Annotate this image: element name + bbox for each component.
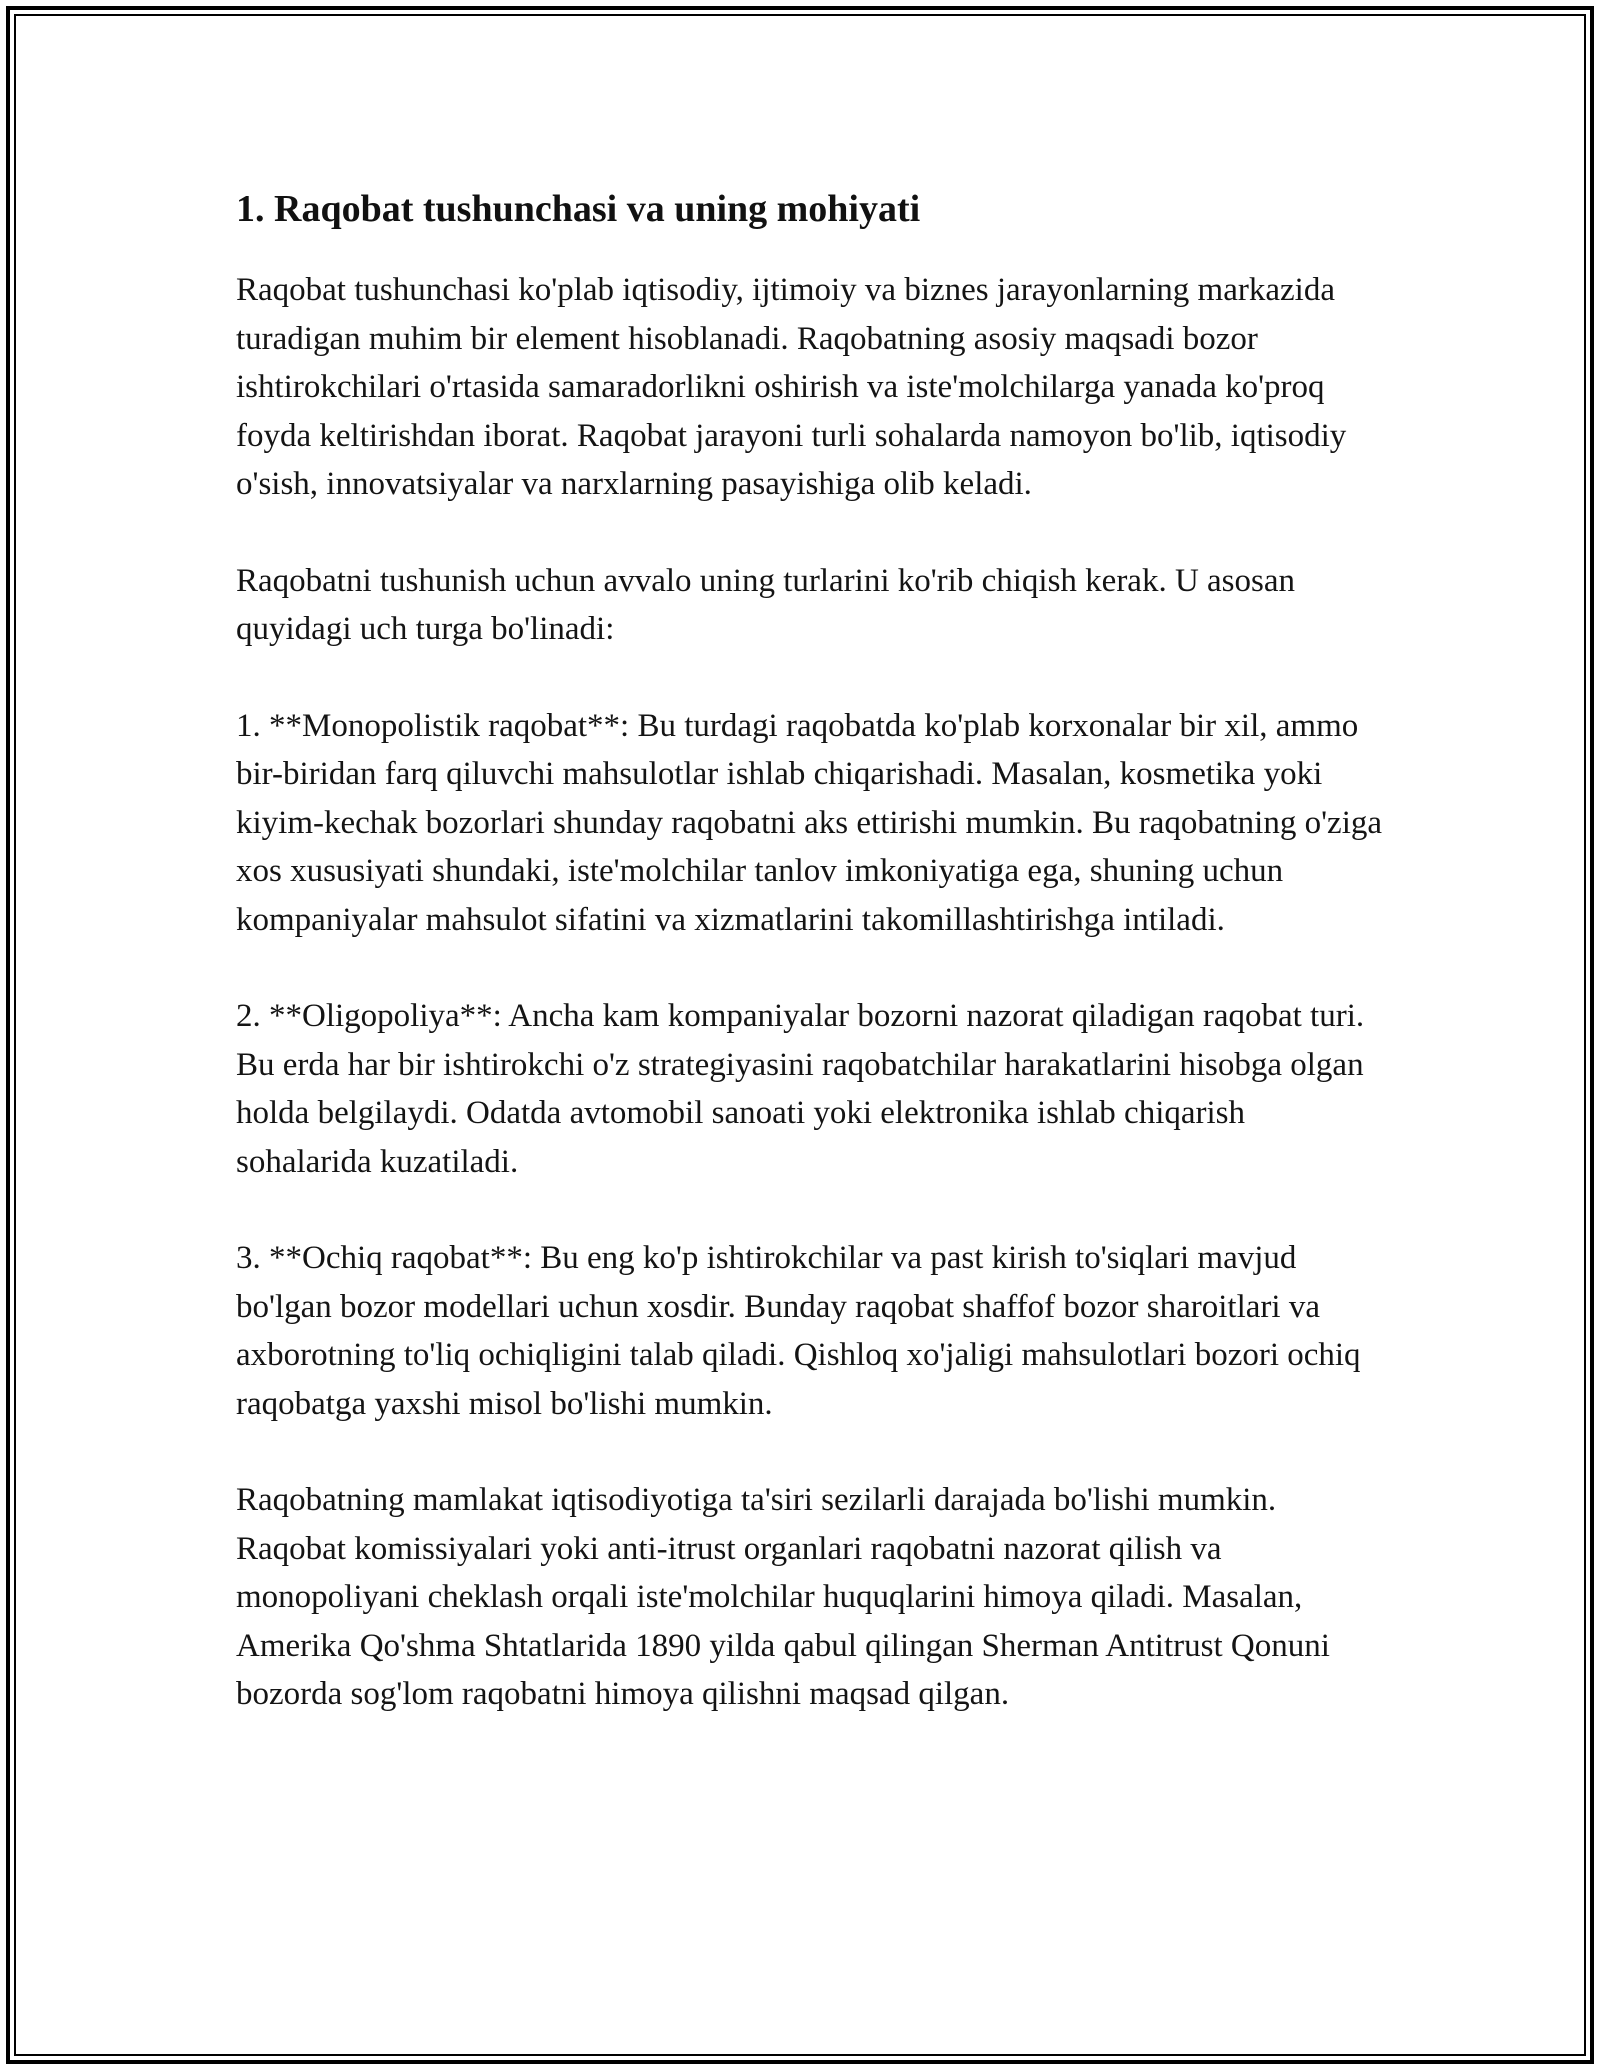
paragraph-monopolistic: 1. **Monopolistik raqobat**: Bu turdagi raqobatda ko'plab korxonalar bir xil, ammo bir-biridan farq qiluvchi mahsulotlar ishlab chiqarishadi. Masalan, kosmetika yoki kiyim-kechak bozorlari shunday raqobatni aks ettirishi mumkin. Bu raqobatning o'ziga xos xususiyati shundaki, iste'molchilar tanlov imkoniyatiga ega, shuning uchun kompaniyalar mahsulot sifatini va xizmatlarini takomillashtirishga intiladi. <box>236 707 1383 938</box>
paragraph-types-intro: Raqobatni tushunish uchun avvalo uning turlarini ko'rib chiqish kerak. U asosan quyidagi uch turga bo'linadi: <box>236 562 1296 647</box>
paragraph-intro: Raqobat tushunchasi ko'plab iqtisodiy, ijtimoiy va biznes jarayonlarning markazida turadigan muhim bir element hisoblanadi. Raqobatning asosiy maqsadi bozor ishtirokchilari o'rtasida samaradorlikni oshirish va iste'molchilarga yanada ko'proq foyda keltirishdan iborat. Raqobat jarayoni turli sohalarda namoyon bo'lib, iqtisodiy o'sish, innovatsiyalar va narxlarning pasayishiga olib keladi. <box>236 272 1347 502</box>
section-heading: 1. Raqobat tushunchasi va uning mohiyati <box>236 188 921 230</box>
paragraph-oligopoly: 2. **Oligopoliya**: Ancha kam kompaniyalar bozorni nazorat qiladigan raqobat turi. Bu erda har bir ishtirokchi o'z strategiyasini raqobatchilar harakatlarini hisobga olgan holda belgilaydi. Odatda avtomobil sanoati yoki elektronika ishlab chiqarish sohalarida kuzatiladi. <box>236 998 1365 1180</box>
document-page <box>236 186 1386 1767</box>
paragraph-impact: Raqobatning mamlakat iqtisodiyotiga ta'siri sezilarli darajada bo'lishi mumkin. Raqobat komissiyalari yoki anti-itrust organlari raqobatni nazorat qilish va monopoliyani cheklash orqali iste'molchilar huquqlarini himoya qiladi. Masalan, Amerika Qo'shma Shtatlarida 1890 yilda qabul qilingan Sherman Antitrust Qonuni bozorda sog'lom raqobatni himoya qilishni maqsad qilgan. <box>236 1482 1330 1712</box>
paragraph-open-competition: 3. **Ochiq raqobat**: Bu eng ko'p ishtirokchilar va past kirish to'siqlari mavjud bo'lgan bozor modellari uchun xosdir. Bunday raqobat shaffof bozor sharoitlari va axborotning to'liq ochiqligini talab qiladi. Qishloq xo'jaligi mahsulotlari bozori ochiq raqobatga yaxshi misol bo'lishi mumkin. <box>236 1240 1361 1422</box>
